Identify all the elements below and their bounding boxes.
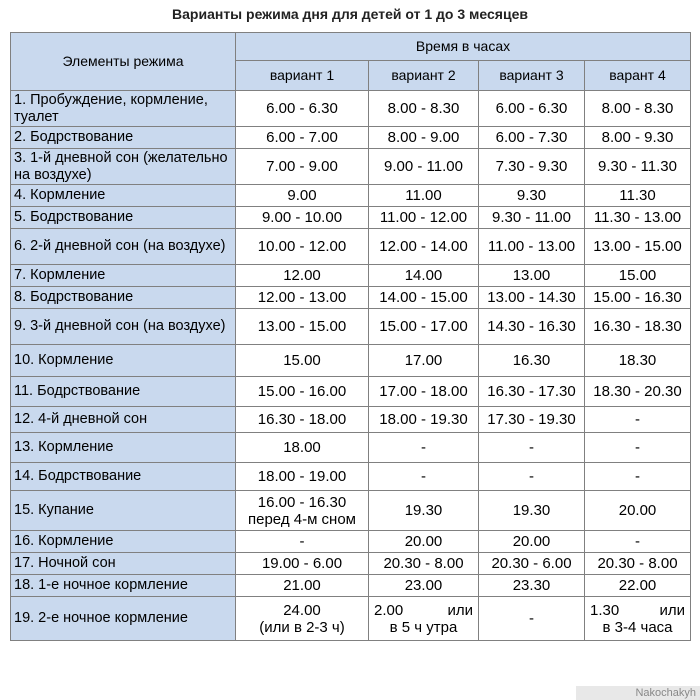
row-value-variant-3: 7.30 - 9.30 (479, 149, 585, 185)
row-value-variant-1: 18.00 (236, 433, 369, 463)
row-value-variant-1: 10.00 - 12.00 (236, 229, 369, 265)
value-line: 24.00 (283, 601, 321, 619)
row-value-variant-1: 6.00 - 6.30 (236, 91, 369, 127)
row-value-variant-1: 12.00 (236, 265, 369, 287)
value-part: 1.30 (590, 601, 620, 619)
row-value-variant-3: 20.30 - 6.00 (479, 553, 585, 575)
value-line: в 5 ч утра (389, 618, 458, 636)
row-value-variant-3: - (479, 463, 585, 491)
table-row (11, 553, 691, 575)
row-value-variant-1: 15.00 - 16.00 (236, 377, 369, 407)
table-row (11, 531, 691, 553)
row-value-variant-1: - (236, 531, 369, 553)
row-value-variant-4: - (585, 407, 691, 433)
row-value-variant-2: 14.00 (369, 265, 479, 287)
row-value-variant-3: 14.30 - 16.30 (479, 309, 585, 345)
row-label: 7. Кормление (11, 265, 236, 287)
row-value-variant-2: 23.00 (369, 575, 479, 597)
header-variant-4: варант 4 (585, 61, 691, 91)
row-value-variant-2: 11.00 (369, 185, 479, 207)
header-variant-2: вариант 2 (369, 61, 479, 91)
row-value-variant-2: 12.00 - 14.00 (369, 229, 479, 265)
header-elements: Элементы режима (11, 33, 236, 91)
row-value-variant-2: 14.00 - 15.00 (369, 287, 479, 309)
row-value-variant-3: 6.00 - 6.30 (479, 91, 585, 127)
row-value-variant-3: 20.00 (479, 531, 585, 553)
table-row (11, 287, 691, 309)
row-value-variant-1: 18.00 - 19.00 (236, 463, 369, 491)
table-row (11, 127, 691, 149)
row-value-variant-3: 23.30 (479, 575, 585, 597)
row-value-variant-4: 16.30 - 18.30 (585, 309, 691, 345)
table-row (11, 229, 691, 265)
row-value-variant-4: 18.30 (585, 345, 691, 377)
watermark: Nakochakyh (576, 686, 700, 700)
table-row (11, 407, 691, 433)
row-label: 16. Кормление (11, 531, 236, 553)
row-value-variant-1: 13.00 - 15.00 (236, 309, 369, 345)
row-value-variant-2: 17.00 (369, 345, 479, 377)
row-value-variant-4: 8.00 - 8.30 (585, 91, 691, 127)
value-line: перед 4-м сном (248, 510, 356, 528)
row-label: 1. Пробуждение, кормление, туалет (11, 91, 236, 127)
row-label: 2. Бодрствование (11, 127, 236, 149)
row-label: 11. Бодрствование (11, 377, 236, 407)
row-value-variant-2: 9.00 - 11.00 (369, 149, 479, 185)
row-value-variant-3: 9.30 - 11.00 (479, 207, 585, 229)
row-label: 17. Ночной сон (11, 553, 236, 575)
row-value-variant-1 (236, 491, 369, 531)
row-value-variant-4: 11.30 - 13.00 (585, 207, 691, 229)
table-row (11, 207, 691, 229)
row-value-variant-4: 22.00 (585, 575, 691, 597)
header-variant-3: вариант 3 (479, 61, 585, 91)
row-value-variant-4: 18.30 - 20.30 (585, 377, 691, 407)
row-label: 15. Купание (11, 491, 236, 531)
row-value-variant-2: 18.00 - 19.30 (369, 407, 479, 433)
table-row (11, 265, 691, 287)
row-value-variant-2: 8.00 - 9.00 (369, 127, 479, 149)
row-value-variant-4: 13.00 - 15.00 (585, 229, 691, 265)
value-part: 2.00 (374, 601, 404, 619)
row-value-variant-4: - (585, 463, 691, 491)
row-value-variant-4: 15.00 (585, 265, 691, 287)
row-value-variant-1: 15.00 (236, 345, 369, 377)
row-value-variant-3: 6.00 - 7.30 (479, 127, 585, 149)
row-value-variant-4: 9.30 - 11.30 (585, 149, 691, 185)
row-value-variant-3: 13.00 (479, 265, 585, 287)
row-value-variant-2: 20.00 (369, 531, 479, 553)
row-value-variant-2: 11.00 - 12.00 (369, 207, 479, 229)
row-label: 19. 2-е ночное кормление (11, 597, 236, 641)
schedule-table (10, 32, 691, 641)
row-value-variant-3: 16.30 (479, 345, 585, 377)
value-part: или (447, 601, 473, 619)
row-value-variant-3: 9.30 (479, 185, 585, 207)
row-value-variant-3: 11.00 - 13.00 (479, 229, 585, 265)
row-value-variant-4: 15.00 - 16.30 (585, 287, 691, 309)
row-label: 18. 1-е ночное кормление (11, 575, 236, 597)
row-value-variant-2: 20.30 - 8.00 (369, 553, 479, 575)
row-value-variant-2: 15.00 - 17.00 (369, 309, 479, 345)
row-value-variant-3: 19.30 (479, 491, 585, 531)
row-value-variant-4: - (585, 531, 691, 553)
row-value-variant-3: 16.30 - 17.30 (479, 377, 585, 407)
row-value-variant-4: 11.30 (585, 185, 691, 207)
value-line: (или в 2-3 ч) (259, 618, 345, 636)
row-value-variant-2 (369, 597, 479, 641)
row-value-variant-4 (585, 597, 691, 641)
row-label: 9. 3-й дневной сон (на воздухе) (11, 309, 236, 345)
value-line: 16.00 - 16.30 (257, 493, 347, 511)
row-label: 6. 2-й дневной сон (на воздухе) (11, 229, 236, 265)
row-value-variant-1: 21.00 (236, 575, 369, 597)
table-row (11, 597, 691, 641)
row-value-variant-2: - (369, 463, 479, 491)
row-value-variant-4: - (585, 433, 691, 463)
value-line (372, 602, 475, 619)
row-value-variant-3: - (479, 433, 585, 463)
page-title: Варианты режима дня для детей от 1 до 3 месяцев (172, 6, 528, 22)
value-line (588, 602, 687, 619)
table-row (11, 433, 691, 463)
row-value-variant-1: 9.00 - 10.00 (236, 207, 369, 229)
row-value-variant-1: 16.30 - 18.00 (236, 407, 369, 433)
table-row (11, 377, 691, 407)
row-value-variant-3: - (479, 597, 585, 641)
row-value-variant-2: 19.30 (369, 491, 479, 531)
row-value-variant-1: 12.00 - 13.00 (236, 287, 369, 309)
header-variant-1: вариант 1 (236, 61, 369, 91)
row-value-variant-3: 17.30 - 19.30 (479, 407, 585, 433)
table-row (11, 149, 691, 185)
row-value-variant-1: 9.00 (236, 185, 369, 207)
value-line: в 3-4 часа (602, 618, 673, 636)
row-label: 3. 1-й дневной сон (желательно на воздухе) (11, 149, 236, 185)
row-label: 13. Кормление (11, 433, 236, 463)
row-value-variant-3: 13.00 - 14.30 (479, 287, 585, 309)
header-time: Время в часах (236, 33, 691, 61)
row-label: 12. 4-й дневной сон (11, 407, 236, 433)
table-row (11, 463, 691, 491)
row-value-variant-1: 6.00 - 7.00 (236, 127, 369, 149)
row-label: 4. Кормление (11, 185, 236, 207)
table-row (11, 91, 691, 127)
row-value-variant-2: - (369, 433, 479, 463)
table-row (11, 491, 691, 531)
row-value-variant-1 (236, 597, 369, 641)
table-row (11, 185, 691, 207)
row-value-variant-4: 8.00 - 9.30 (585, 127, 691, 149)
row-value-variant-1: 7.00 - 9.00 (236, 149, 369, 185)
value-part: или (659, 601, 686, 619)
row-value-variant-4: 20.00 (585, 491, 691, 531)
row-value-variant-2: 17.00 - 18.00 (369, 377, 479, 407)
row-value-variant-1: 19.00 - 6.00 (236, 553, 369, 575)
row-label: 8. Бодрствование (11, 287, 236, 309)
table-row (11, 309, 691, 345)
table-row (11, 345, 691, 377)
row-label: 14. Бодрствование (11, 463, 236, 491)
table-row (11, 575, 691, 597)
row-label: 10. Кормление (11, 345, 236, 377)
row-value-variant-2: 8.00 - 8.30 (369, 91, 479, 127)
row-value-variant-4: 20.30 - 8.00 (585, 553, 691, 575)
row-label: 5. Бодрствование (11, 207, 236, 229)
